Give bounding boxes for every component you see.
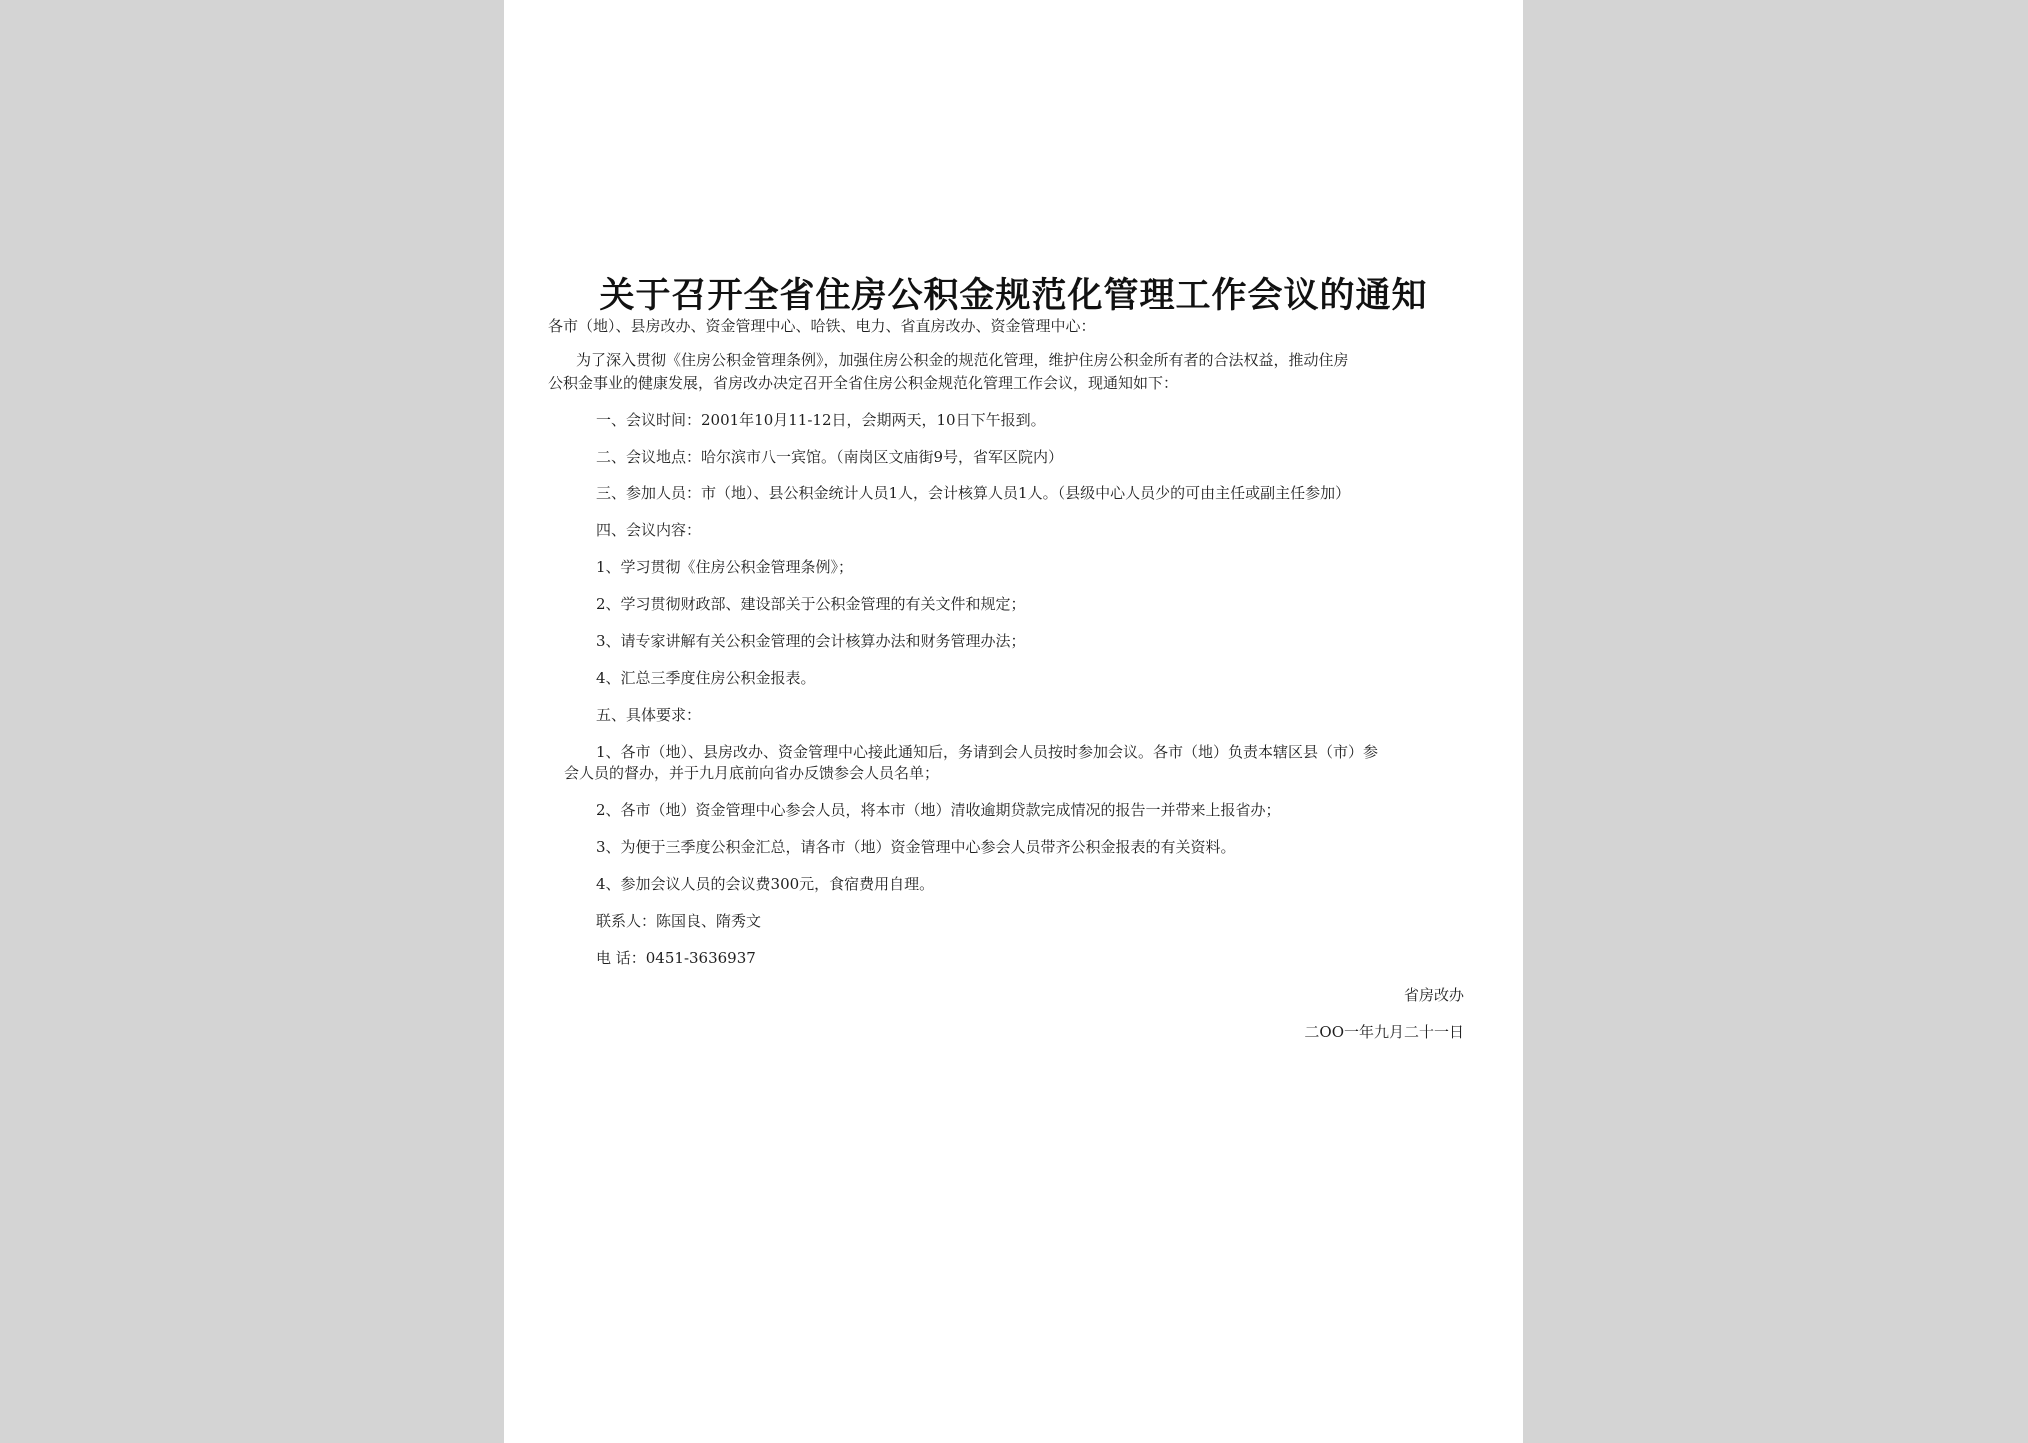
- issue-date: 二OO一年九月二十一日: [1304, 1023, 1464, 1041]
- document-page: [504, 0, 1523, 1443]
- content-item-1: 1、学习贯彻《住房公积金管理条例》；: [596, 558, 854, 576]
- item-meeting-place: 二、会议地点：哈尔滨市八一宾馆。（南岗区文庙街9号，省军区院内）: [596, 448, 1064, 466]
- contact-phone: 电 话：0451-3636937: [596, 949, 756, 967]
- requirement-3: 3、为便于三季度公积金汇总，请各市（地）资金管理中心参会人员带齐公积金报表的有关资料。: [596, 838, 1236, 856]
- item-meeting-time: 一、会议时间：2001年10月11-12日，会期两天，10日下午报到。: [596, 411, 1046, 429]
- issuer: 省房改办: [1403, 986, 1464, 1004]
- requirement-2: 2、各市（地）资金管理中心参会人员，将本市（地）清收逾期贷款完成情况的报告一并带来上报省办；: [596, 801, 1281, 819]
- content-item-3: 3、请专家讲解有关公积金管理的会计核算办法和财务管理办法；: [596, 632, 1026, 650]
- intro-line-1: 为了深入贯彻《住房公积金管理条例》，加强住房公积金的规范化管理，维护住房公积金所有者的合法权益，推动住房: [576, 351, 1349, 369]
- item-attendees: 三、参加人员：市（地）、县公积金统计人员1人，会计核算人员1人。（县级中心人员少的可由主任或副主任参加）: [596, 484, 1351, 502]
- document-title: 关于召开全省住房公积金规范化管理工作会议的通知: [599, 276, 1428, 316]
- content-item-2: 2、学习贯彻财政部、建设部关于公积金管理的有关文件和规定；: [596, 595, 1026, 613]
- content-item-4: 4、汇总三季度住房公积金报表。: [596, 669, 816, 687]
- salutation: 各市（地）、县房改办、资金管理中心、哈铁、电力、省直房改办、资金管理中心：: [548, 317, 1096, 335]
- item-content-heading: 四、会议内容：: [596, 521, 702, 539]
- requirements-heading: 五、具体要求：: [596, 706, 702, 724]
- requirement-1-line-2: 会人员的督办，并于九月底前向省办反馈参会人员名单；: [564, 764, 940, 782]
- intro-line-2: 公积金事业的健康发展，省房改办决定召开全省住房公积金规范化管理工作会议，现通知如下：: [548, 374, 1179, 392]
- requirement-1-line-1: 1、各市（地）、县房改办、资金管理中心接此通知后，务请到会人员按时参加会议。各市（地）负责本辖区县（市）参: [596, 743, 1379, 761]
- requirement-4: 4、参加会议人员的会议费300元，食宿费用自理。: [596, 875, 935, 893]
- contact-person: 联系人：陈国良、隋秀文: [596, 912, 762, 930]
